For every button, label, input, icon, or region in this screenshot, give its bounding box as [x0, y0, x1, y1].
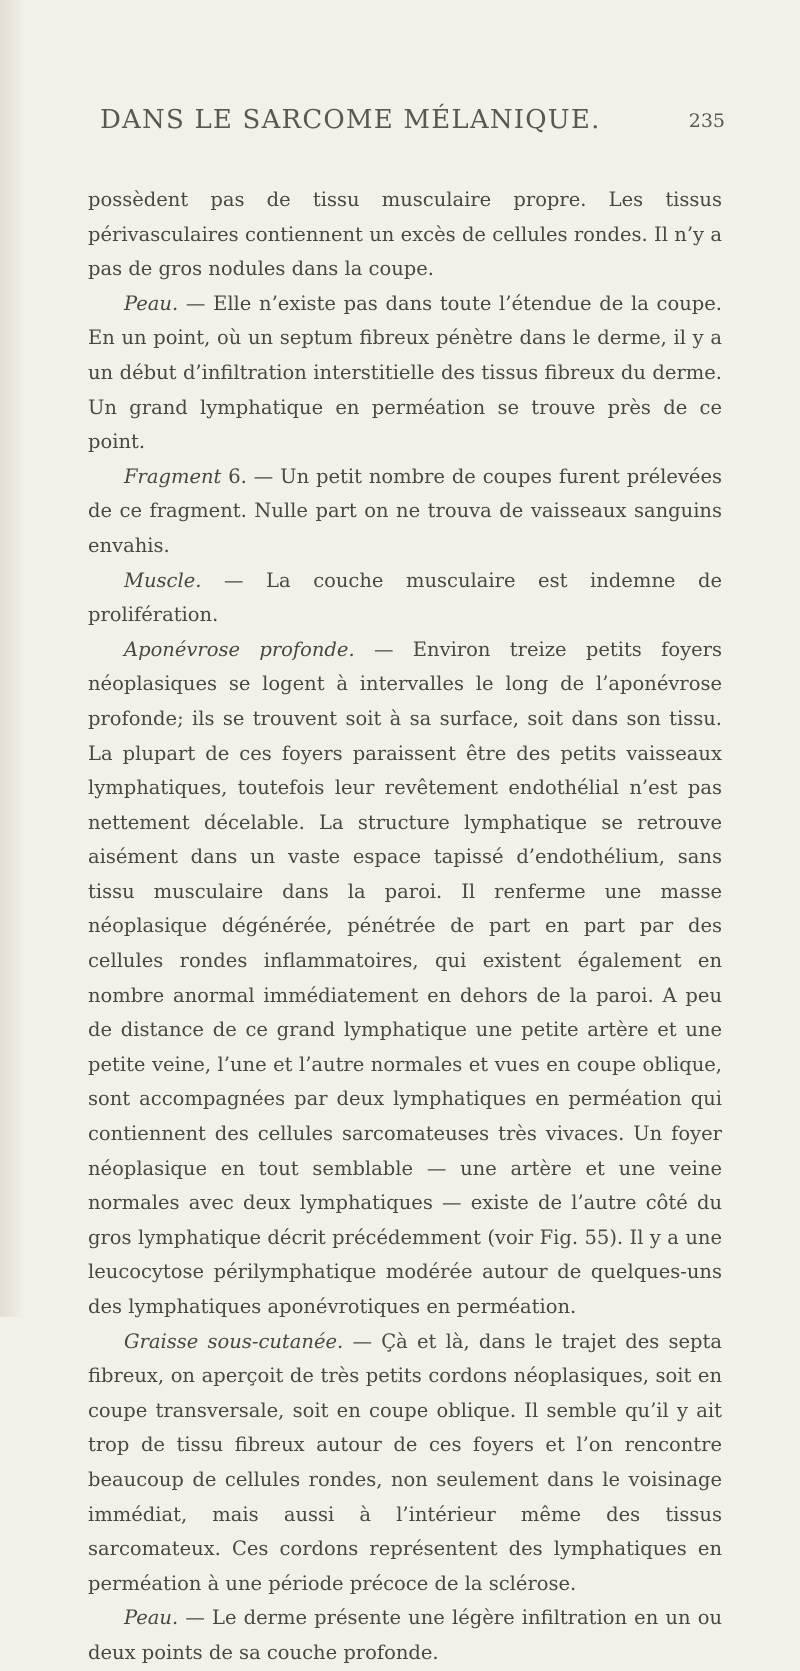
running-title: DANS LE SARCOME MÉLANIQUE. — [100, 105, 601, 135]
paragraph-text: — La couche musculaire est indemne de prolifération. — [88, 568, 722, 627]
paragraph — [88, 183, 722, 287]
section-heading: Graisse sous-cutanée. — [124, 1329, 344, 1353]
paragraph-text: — Environ treize petits foyers néoplasiques se logent à intervalles le long de l’aponévrose profonde; ils se trouvent soit à sa surface, soit dans son tissu. La plupart de ces foyers paraissent être des petits vaisseaux lymphatiques, toutefois leur revêtement endothélial n’est pas nettement décelable. La structure lymphatique se retrouve aisément dans un vaste espace tapissé d’endothélium, sans tissu musculaire dans la paroi. Il renferme une masse néoplasique dégénérée, pénétrée de part en part par des cellules rondes inflammatoires, qui existent également en nombre anormal immédiatement en dehors de la paroi. A peu de distance de ce grand lymphatique une petite artère et une petite veine, l’une et l’autre normales et vues en coupe oblique, sont accompagnées par deux lymphatiques en perméation qui contiennent des cellules sarcomateuses très vivaces. Un foyer néoplasique en tout semblable — une artère et une veine normales avec deux lymphatiques — existe de l’autre côté du gros lymphatique décrit précédemment (voir Fig. 55). Il y a une leucocytose périlymphatique modérée autour de quelques-uns des lymphatiques aponévrotiques en perméation. — [88, 637, 722, 1318]
page-header — [100, 105, 725, 145]
section-heading: Aponévrose profonde. — [124, 637, 355, 661]
paragraph — [88, 633, 722, 1325]
section-heading: Peau. — [124, 291, 179, 315]
paragraph-text: — Le derme présente une légère infiltration en un ou deux points de sa couche profonde. — [88, 1606, 722, 1664]
section-heading: Muscle. — [124, 568, 202, 592]
body-text — [88, 183, 722, 1671]
paragraph — [88, 1325, 722, 1602]
section-heading: Peau. — [124, 1606, 179, 1630]
paragraph — [88, 564, 722, 633]
page-number: 235 — [688, 110, 725, 132]
page-edge-shadow — [0, 0, 26, 1317]
paragraph-text: — Çà et là, dans le trajet des septa fibreux, on aperçoit de très petits cordons néoplasiques, soit en coupe transversale, soit en coupe oblique. Il semble qu’il y ait trop de tissu fibreux autour de ces foyers et l’on rencontre beaucoup de cellules rondes, non seulement dans le voisinage immédiat, mais aussi à l’intérieur même des tissus sarcomateux. Ces cordons représentent des lymphatiques en perméation à une période précoce de la sclérose. — [88, 1329, 722, 1595]
paragraph-text: possèdent pas de tissu musculaire propre. Les tissus périvasculaires contiennent un excès de cellules rondes. Il n’y a pas de gros nodules dans la coupe. — [88, 188, 722, 281]
paragraph-text: — Elle n’existe pas dans toute l’étendue de la coupe. En un point, où un septum fibreux pénètre dans le derme, il y a un début d’infiltration interstitielle des tissus fibreux du derme. Un grand lymphatique en perméation se trouve près de ce point. — [88, 291, 722, 454]
section-heading: Fragment — [124, 464, 222, 488]
paragraph-text: 6. — Un petit nombre de coupes furent prélevées de ce fragment. Nulle part on ne trouva de vaisseaux sanguins envahis. — [88, 464, 722, 557]
paragraph — [88, 287, 722, 460]
paragraph — [88, 460, 722, 564]
paragraph — [88, 1601, 722, 1670]
